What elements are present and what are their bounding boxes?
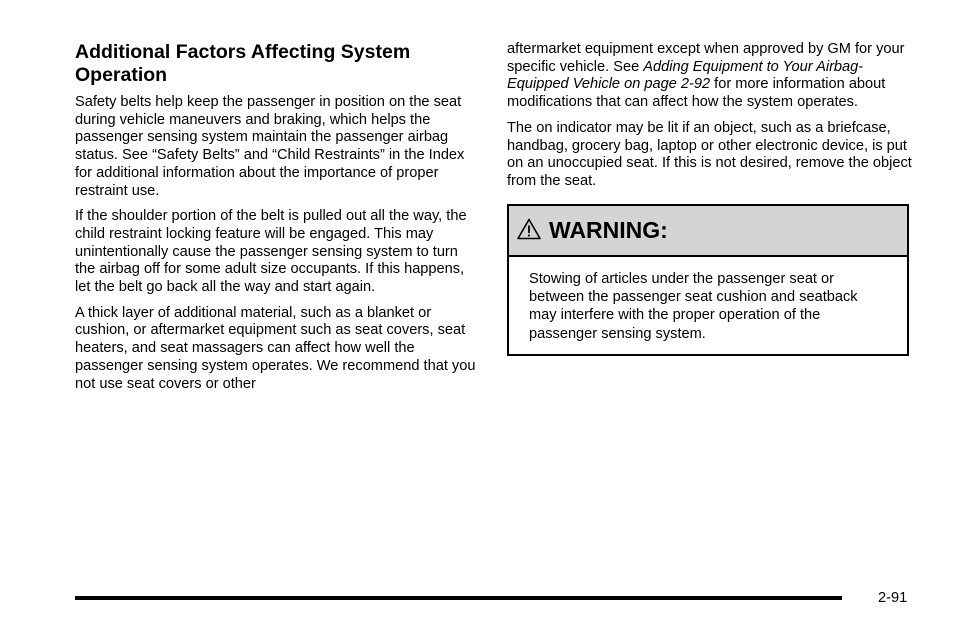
cross-reference-link[interactable]: Adding Equipment to Your Airbag-Equipped Vehicle on page 2-92 bbox=[507, 58, 864, 93]
aftermarket-text-start: aftermarket equipment except when approved by GM for your specific vehicle. See bbox=[507, 41, 905, 75]
aftermarket-text-end: for more information about modifications that can affect how the system operates. bbox=[507, 76, 886, 111]
section-heading: Additional Factors Affecting System Operation bbox=[75, 41, 411, 86]
page-number: 2-91 bbox=[878, 590, 908, 606]
warning-box bbox=[507, 204, 909, 357]
footer-rule bbox=[75, 596, 842, 600]
paragraph-aftermarket bbox=[507, 41, 912, 112]
paragraph-on-indicator: The on indicator may be lit if an object, such as a briefcase, handbag, grocery bag, laptop or other electronic device, is put on an unoccupied seat. If this is not desired, remove the object from the seat. bbox=[507, 119, 912, 189]
left-column bbox=[75, 41, 480, 401]
warning-title: WARNING: bbox=[549, 216, 668, 243]
right-column bbox=[507, 41, 912, 356]
warning-header bbox=[509, 206, 907, 257]
paragraph-thick-layer: A thick layer of additional material, such as a blanket or cushion, or aftermarket equipment such as seat covers, seat heaters, and seat massagers can affect how well the passenger sensing system operates. We recommend that you not use seat covers or other bbox=[75, 304, 476, 392]
warning-triangle-icon bbox=[517, 218, 541, 240]
paragraph-safety-belts: Safety belts help keep the passenger in position on the seat during vehicle maneuvers and braking, which helps the passenger sensing system maintain the passenger airbag status. See “Safety Belts” and “Child Restraints” in the Index for additional information about the importance of proper restraint use. bbox=[75, 94, 465, 199]
warning-text: Stowing of articles under the passenger seat or between the passenger seat cushion and seatback may interfere with the proper operation of the passenger sensing system. bbox=[529, 270, 858, 342]
warning-body bbox=[509, 257, 907, 355]
paragraph-shoulder-belt: If the shoulder portion of the belt is pulled out all the way, the child restraint locking feature will be engaged. This may unintentionally cause the passenger sensing system to turn the airbag off for some adult size occupants. If this happens, let the belt go back all the way and start again. bbox=[75, 208, 467, 296]
